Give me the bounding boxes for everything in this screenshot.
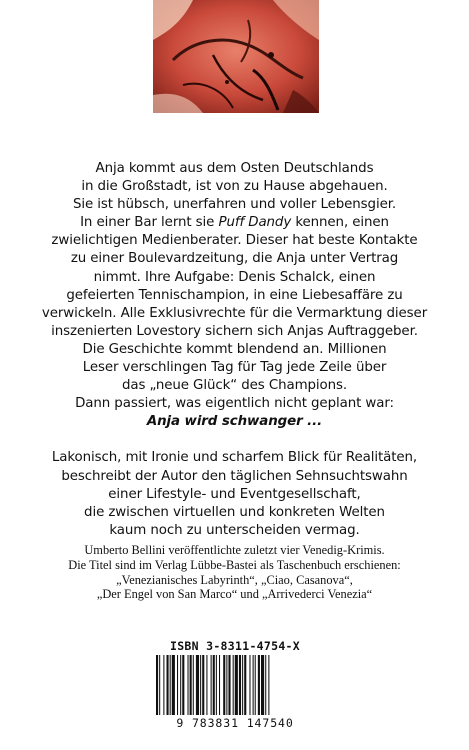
blurb-climax: Anja wird schwanger ... <box>146 414 323 430</box>
blurb-text-segment: kennen, einen <box>291 215 389 231</box>
blurb-line: Sie ist hübsch, unerfahren und voller Lebensgier. <box>72 197 397 213</box>
blurb-line: verwickeln. Alle Exklusivrechte für die Vermarktung dieser <box>41 305 428 321</box>
bio-line: „Der Engel von San Marco“ und „Arrivederci Venezia“ <box>96 587 373 602</box>
blurb-line: kaum noch zu unterscheiden vermag. <box>109 522 360 538</box>
blurb-text <box>20 160 449 540</box>
barcode-bars <box>152 655 318 717</box>
barcode-bar <box>258 655 260 715</box>
blurb-line-with-name <box>20 214 449 232</box>
barcode-bar <box>206 655 207 715</box>
barcode-bar <box>170 655 171 715</box>
barcode-bar <box>190 655 192 715</box>
barcode-bar <box>223 655 225 715</box>
blurb-line: Die Geschichte kommt blendend an. Millionen <box>82 341 387 357</box>
barcode-bar <box>193 655 194 715</box>
barcode-bar <box>216 655 217 715</box>
barcode-bar <box>233 655 234 715</box>
barcode-bar <box>180 655 181 715</box>
barcode-bar <box>235 655 238 715</box>
blurb-line: einer Lifestyle- und Eventgesellschaft, <box>108 486 361 502</box>
barcode-bar <box>167 655 169 715</box>
blurb-line: Leser verschlingen Tag für Tag jede Zeile über <box>82 360 387 376</box>
barcode-bar <box>244 655 246 715</box>
isbn-barcode <box>148 639 322 732</box>
barcode-bar <box>242 655 243 715</box>
barcode-bar <box>255 655 256 715</box>
barcode-bar <box>156 655 158 715</box>
barcode-bar <box>226 655 227 715</box>
barcode-bar <box>163 655 164 715</box>
barcode-bar <box>219 655 220 715</box>
blurb-line: das „neue Glück“ des Champions. <box>121 378 348 394</box>
barcode-bar <box>261 655 264 715</box>
isbn-number: ISBN 3-8311-4754-X <box>169 639 301 653</box>
barcode-bar <box>172 655 175 715</box>
blurb-line: Dann passiert, was eigentlich nicht geplant war: <box>75 396 394 412</box>
barcode-bar <box>182 655 184 715</box>
barcode-bar <box>159 655 160 715</box>
barcode-bar <box>200 655 201 715</box>
blurb-line: Anja kommt aus dem Osten Deutschlands <box>95 161 374 176</box>
barcode-bar <box>202 655 204 715</box>
barcode-bar <box>213 655 215 715</box>
ean-number: 9 783831 147540 <box>176 716 294 730</box>
blurb-line: zu einer Boulevardzeitung, die Anja unter Vertrag <box>70 251 399 267</box>
blurb-text-segment: In einer Bar lernt sie <box>80 215 219 231</box>
author-bio <box>20 543 449 602</box>
barcode-bar <box>188 655 189 715</box>
blurb-line: in die Großstadt, ist von zu Hause abgehauen. <box>81 179 388 195</box>
barcode-bar <box>196 655 199 715</box>
blurb-line: beschreibt der Autor den täglichen Sehnsuchtswahn <box>61 468 408 484</box>
blurb-line: inszenierten Lovestory sichern sich Anjas Auftraggeber. <box>51 323 418 339</box>
blurb-line: nimmt. Ihre Aufgabe: Denis Schalck, einen <box>93 269 376 285</box>
blurb-line: zwielichtigen Medienberater. Dieser hat beste Kontakte <box>51 233 418 249</box>
cover-art-image <box>153 0 319 113</box>
blurb-line: die zwischen virtuellen und konkreten Welten <box>84 504 385 520</box>
blurb-line: Lakonisch, mit Ironie und scharfem Blick für Realitäten, <box>51 450 418 466</box>
barcode-bar <box>249 655 250 715</box>
blurb-line: gefeierten Tennischampion, in eine Liebesaffäre zu <box>66 287 403 303</box>
barcode-bar <box>253 655 254 715</box>
bio-line: Umberto Bellini veröffentlichte zuletzt vier Venedig-Krimis. <box>84 543 385 557</box>
bio-line: „Venezianisches Labyrinth“, „Ciao, Casanova“, <box>116 572 353 587</box>
barcode-bar <box>268 655 269 715</box>
barcode-bar <box>265 655 266 715</box>
character-name-puff-dandy: Puff Dandy <box>218 215 292 231</box>
barcode-bar <box>228 655 230 715</box>
barcode-bar <box>239 655 241 715</box>
barcode-bar <box>211 655 212 715</box>
bio-line: Die Titel sind im Verlag Lübbe-Bastei als Taschenbuch erschienen: <box>68 557 401 572</box>
barcode-bar <box>177 655 178 715</box>
